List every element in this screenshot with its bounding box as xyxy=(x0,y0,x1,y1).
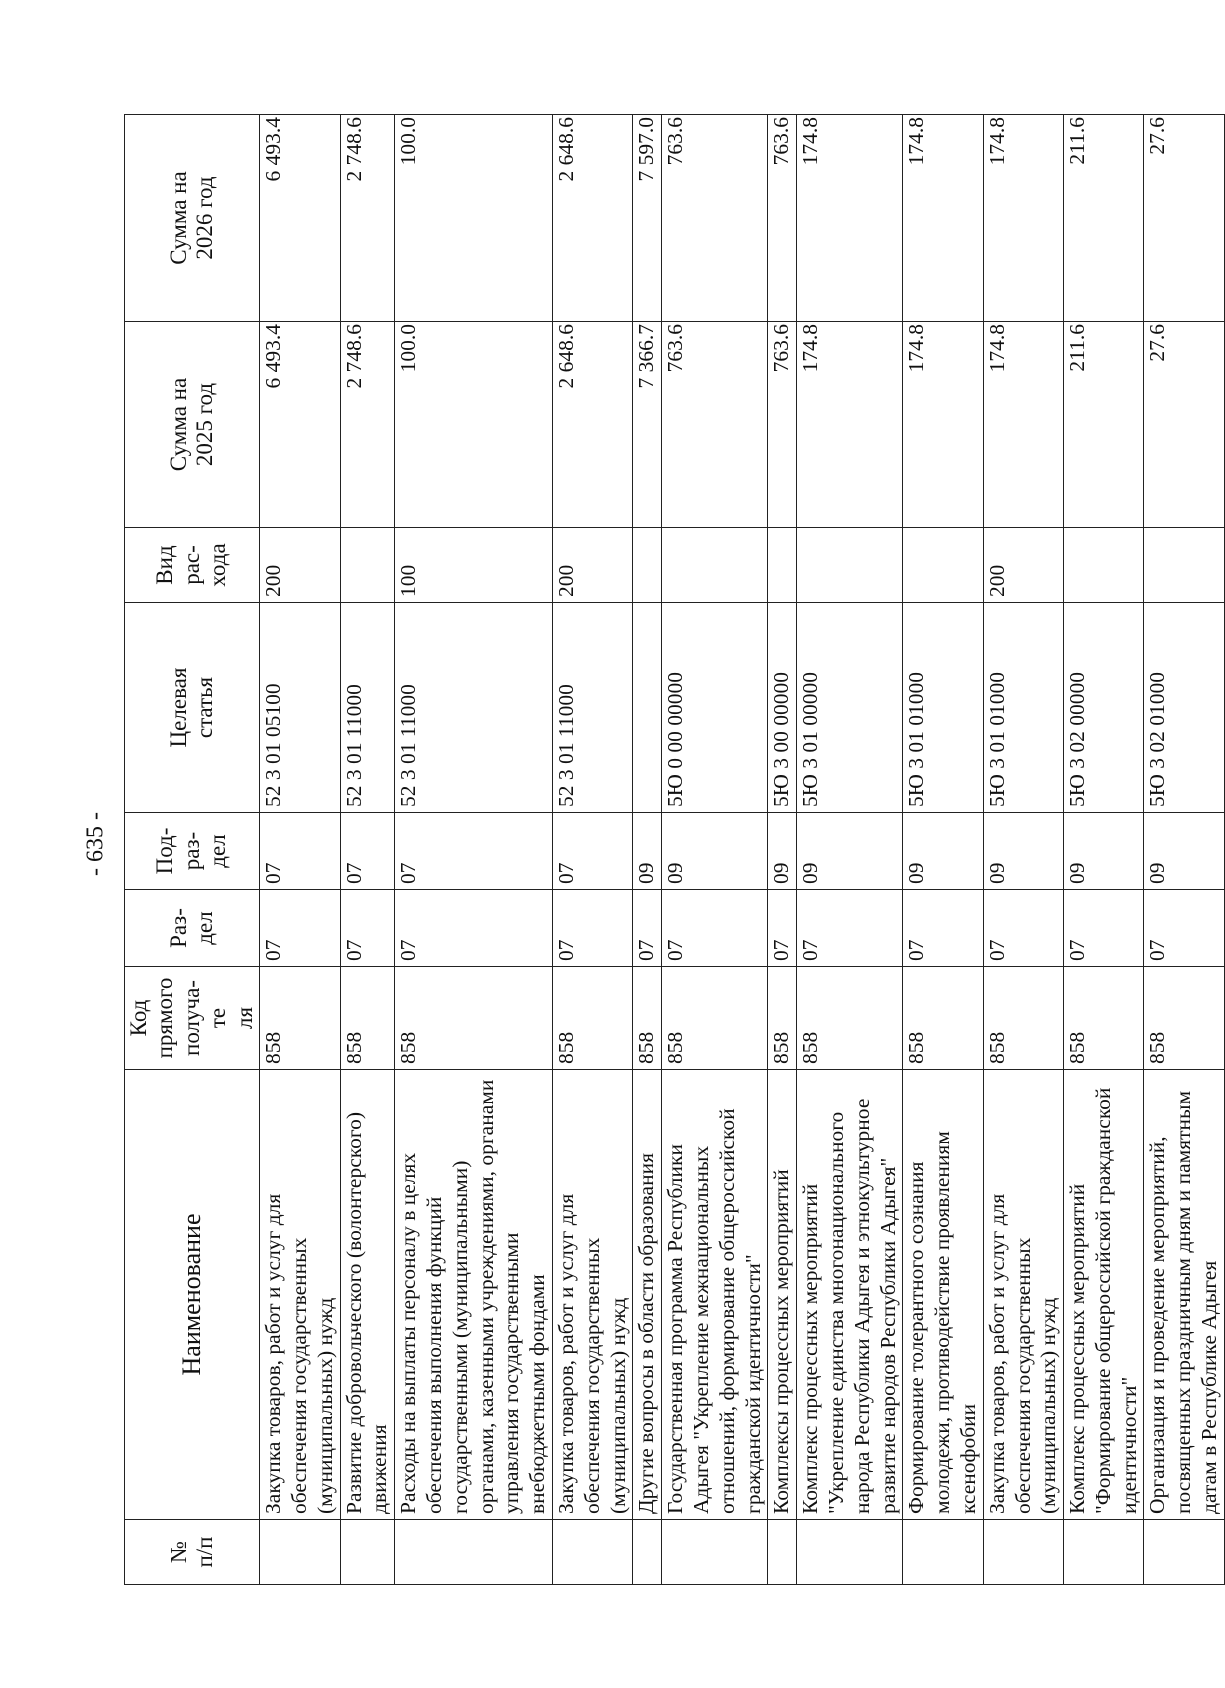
table-row xyxy=(1064,115,1144,1585)
cell-sum-2026: 7 597.0 xyxy=(633,115,662,322)
header-target-article: Целевая статья xyxy=(125,603,260,813)
cell-expense-type: 200 xyxy=(260,528,340,603)
cell-name: Расходы на выплаты персоналу в целях обеспечения выполнения функций государственными (муниципальными) органами, казенными учреждениями, органами управления государственными внебюджетными фондами xyxy=(395,1070,553,1520)
cell-target-article: 5Ю 3 01 01000 xyxy=(903,603,983,813)
cell-expense-type xyxy=(633,528,662,603)
cell-recipient-code: 858 xyxy=(903,967,983,1070)
cell-subsection: 09 xyxy=(633,813,662,890)
cell-target-article: 52 3 01 11000 xyxy=(552,603,632,813)
cell-sum-2026: 6 493.4 xyxy=(260,115,340,322)
cell-recipient-code: 858 xyxy=(662,967,768,1070)
header-sum-2026: Сумма на 2026 год xyxy=(125,115,260,322)
cell-sum-2025: 2 748.6 xyxy=(340,322,395,528)
cell-sum-2025: 6 493.4 xyxy=(260,322,340,528)
cell-recipient-code: 858 xyxy=(633,967,662,1070)
header-name: Наименование xyxy=(125,1070,260,1520)
cell-index xyxy=(903,1520,983,1585)
table-row xyxy=(552,115,632,1585)
table-row xyxy=(662,115,768,1585)
cell-sum-2026: 763.6 xyxy=(662,115,768,322)
cell-section: 07 xyxy=(633,890,662,967)
cell-section: 07 xyxy=(260,890,340,967)
cell-sum-2026: 2 648.6 xyxy=(552,115,632,322)
cell-name: Закупка товаров, работ и услуг для обеспечения государственных (муниципальных) нужд xyxy=(260,1070,340,1520)
cell-section: 07 xyxy=(662,890,768,967)
cell-subsection: 09 xyxy=(662,813,768,890)
cell-expense-type xyxy=(797,528,903,603)
cell-index xyxy=(768,1520,797,1585)
cell-sum-2025: 763.6 xyxy=(768,322,797,528)
cell-section: 07 xyxy=(1064,890,1144,967)
table-row xyxy=(768,115,797,1585)
cell-recipient-code: 858 xyxy=(768,967,797,1070)
cell-sum-2025: 100.0 xyxy=(395,322,553,528)
cell-expense-type xyxy=(1064,528,1144,603)
cell-subsection: 09 xyxy=(797,813,903,890)
cell-sum-2026: 174.8 xyxy=(797,115,903,322)
table-header-row xyxy=(125,115,260,1585)
header-section: Раз- дел xyxy=(125,890,260,967)
cell-target-article: 5Ю 3 02 00000 xyxy=(1064,603,1144,813)
cell-expense-type xyxy=(903,528,983,603)
cell-recipient-code: 858 xyxy=(260,967,340,1070)
header-subsection: Под- раз- дел xyxy=(125,813,260,890)
cell-subsection: 07 xyxy=(552,813,632,890)
cell-index xyxy=(260,1520,340,1585)
cell-sum-2026: 100.0 xyxy=(395,115,553,322)
cell-recipient-code: 858 xyxy=(983,967,1063,1070)
cell-subsection: 09 xyxy=(1144,813,1224,890)
table-row xyxy=(633,115,662,1585)
cell-section: 07 xyxy=(983,890,1063,967)
budget-table xyxy=(124,114,1225,1585)
cell-target-article: 5Ю 3 01 00000 xyxy=(797,603,903,813)
table-row xyxy=(903,115,983,1585)
rotated-table-wrapper xyxy=(124,115,1222,1585)
cell-expense-type: 200 xyxy=(983,528,1063,603)
cell-name: Закупка товаров, работ и услуг для обеспечения государственных (муниципальных) нужд xyxy=(552,1070,632,1520)
cell-expense-type xyxy=(1144,528,1224,603)
header-index: № п/п xyxy=(125,1520,260,1585)
header-recipient-code: Код прямого получа-те ля xyxy=(125,967,260,1070)
cell-section: 07 xyxy=(1144,890,1224,967)
cell-sum-2025: 174.8 xyxy=(983,322,1063,528)
cell-sum-2025: 211.6 xyxy=(1064,322,1144,528)
cell-target-article: 52 3 01 11000 xyxy=(340,603,395,813)
cell-target-article: 5Ю 3 00 00000 xyxy=(768,603,797,813)
cell-index xyxy=(1064,1520,1144,1585)
cell-target-article: 5Ю 3 01 01000 xyxy=(983,603,1063,813)
cell-recipient-code: 858 xyxy=(1144,967,1224,1070)
cell-sum-2026: 211.6 xyxy=(1064,115,1144,322)
cell-sum-2025: 2 648.6 xyxy=(552,322,632,528)
cell-index xyxy=(797,1520,903,1585)
cell-name: Государственная программа Республики Адыгея "Укрепление межнациональных отношений, формирование общероссийской гражданской идентичности" xyxy=(662,1070,768,1520)
cell-subsection: 07 xyxy=(340,813,395,890)
cell-index xyxy=(662,1520,768,1585)
cell-subsection: 07 xyxy=(395,813,553,890)
table-row xyxy=(340,115,395,1585)
cell-recipient-code: 858 xyxy=(1064,967,1144,1070)
page-number: - 635 - xyxy=(82,812,109,876)
cell-section: 07 xyxy=(768,890,797,967)
cell-sum-2025: 27.6 xyxy=(1144,322,1224,528)
cell-subsection: 09 xyxy=(1064,813,1144,890)
cell-section: 07 xyxy=(340,890,395,967)
cell-index xyxy=(395,1520,553,1585)
cell-index xyxy=(633,1520,662,1585)
cell-target-article: 5Ю 0 00 00000 xyxy=(662,603,768,813)
cell-expense-type: 100 xyxy=(395,528,553,603)
cell-sum-2026: 174.8 xyxy=(983,115,1063,322)
cell-sum-2025: 763.6 xyxy=(662,322,768,528)
cell-section: 07 xyxy=(797,890,903,967)
cell-sum-2025: 174.8 xyxy=(903,322,983,528)
cell-section: 07 xyxy=(395,890,553,967)
cell-sum-2026: 2 748.6 xyxy=(340,115,395,322)
cell-expense-type xyxy=(768,528,797,603)
cell-name: Формирование толерантного сознания молодежи, противодействие проявлениям ксенофобии xyxy=(903,1070,983,1520)
cell-recipient-code: 858 xyxy=(340,967,395,1070)
cell-name: Комплексы процессных мероприятий xyxy=(768,1070,797,1520)
table-row xyxy=(395,115,553,1585)
cell-name: Комплекс процессных мероприятий "Формирование общероссийской гражданской идентичности" xyxy=(1064,1070,1144,1520)
cell-sum-2026: 27.6 xyxy=(1144,115,1224,322)
cell-name: Другие вопросы в области образования xyxy=(633,1070,662,1520)
cell-index xyxy=(983,1520,1063,1585)
cell-expense-type: 200 xyxy=(552,528,632,603)
cell-target-article: 5Ю 3 02 01000 xyxy=(1144,603,1224,813)
table-row xyxy=(1144,115,1224,1585)
cell-target-article: 52 3 01 05100 xyxy=(260,603,340,813)
cell-index xyxy=(340,1520,395,1585)
table-row xyxy=(797,115,903,1585)
header-sum-2025: Сумма на 2025 год xyxy=(125,322,260,528)
table-row xyxy=(260,115,340,1585)
header-expense-type: Вид рас- хода xyxy=(125,528,260,603)
cell-section: 07 xyxy=(552,890,632,967)
cell-name: Комплекс процессных мероприятий "Укрепление единства многонационального народа Республики Адыгея и этнокультурное развитие народов Республики Адыгея" xyxy=(797,1070,903,1520)
cell-subsection: 09 xyxy=(903,813,983,890)
cell-index xyxy=(1144,1520,1224,1585)
cell-recipient-code: 858 xyxy=(552,967,632,1070)
cell-expense-type xyxy=(662,528,768,603)
table-row xyxy=(983,115,1063,1585)
cell-name: Развитие добровольческого (волонтерского) движения xyxy=(340,1070,395,1520)
table-body xyxy=(260,115,1225,1585)
cell-target-article xyxy=(633,603,662,813)
cell-sum-2025: 174.8 xyxy=(797,322,903,528)
cell-sum-2025: 7 366.7 xyxy=(633,322,662,528)
cell-target-article: 52 3 01 11000 xyxy=(395,603,553,813)
cell-name: Закупка товаров, работ и услуг для обеспечения государственных (муниципальных) нужд xyxy=(983,1070,1063,1520)
cell-recipient-code: 858 xyxy=(395,967,553,1070)
cell-index xyxy=(552,1520,632,1585)
cell-expense-type xyxy=(340,528,395,603)
cell-subsection: 09 xyxy=(768,813,797,890)
cell-sum-2026: 174.8 xyxy=(903,115,983,322)
cell-recipient-code: 858 xyxy=(797,967,903,1070)
cell-subsection: 09 xyxy=(983,813,1063,890)
cell-section: 07 xyxy=(903,890,983,967)
cell-sum-2026: 763.6 xyxy=(768,115,797,322)
cell-subsection: 07 xyxy=(260,813,340,890)
cell-name: Организация и проведение мероприятий, посвященных праздничным дням и памятным датам в Республике Адыгея xyxy=(1144,1070,1224,1520)
